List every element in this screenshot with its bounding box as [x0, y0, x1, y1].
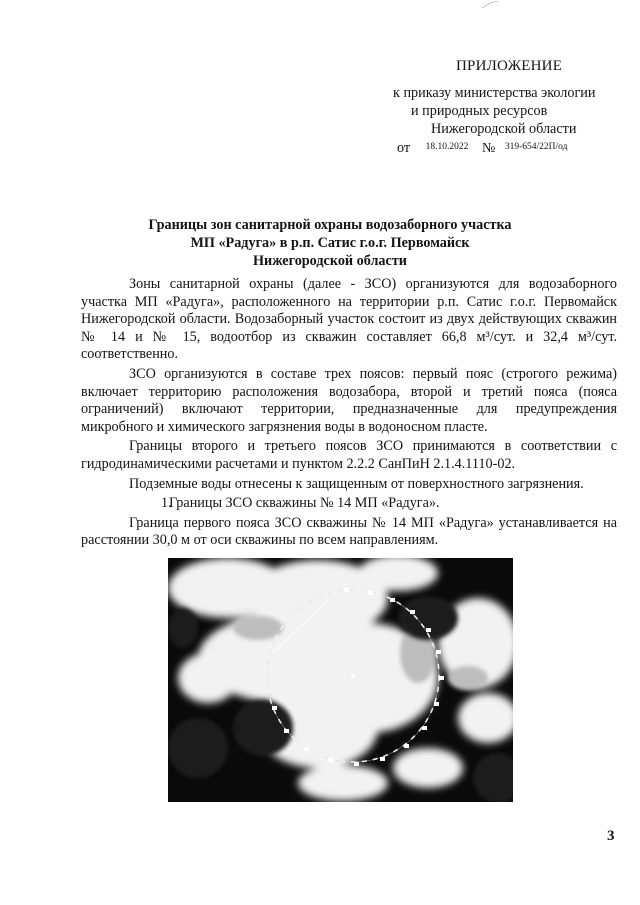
- document-title: [80, 216, 580, 270]
- list-item-well-14: [81, 495, 617, 513]
- appendix-order-line: к приказу министерства экологии: [393, 85, 596, 101]
- title-line-1: Границы зон санитарной охраны водозаборного участка: [148, 217, 512, 233]
- paragraph-groundwater: Подземные воды отнесены к защищенным от поверхностного загрязнения.: [129, 475, 584, 492]
- order-date: 18.10.2022: [425, 142, 469, 152]
- appendix-ministry-line: и природных ресурсов: [411, 103, 548, 119]
- paragraph-zones: ЗСО организуются в составе трех поясов: первый пояс (строгого режима) включает территорию расположения водозабора, второй и третий пояса (пояса ограничений) включают территории, предназначенные для предупреждения микробного и химического загрязнения воды в водоносном пласте.: [81, 365, 617, 435]
- paragraph-boundaries: Границы второго и третьего поясов ЗСО принимаются в соответствии с гидродинамическими расчетами и пунктом 2.2.2 СанПиН 2.1.4.1110-02.: [81, 438, 617, 472]
- list-item-text: Границы ЗСО скважины № 14 МП «Радуга».: [169, 495, 440, 512]
- page-number: 3: [607, 828, 615, 844]
- appendix-title: ПРИЛОЖЕНИЕ: [456, 58, 563, 74]
- title-line-3: Нижегородской области: [253, 253, 407, 269]
- order-number-sign: №: [481, 141, 496, 156]
- document-body: [81, 276, 617, 550]
- paragraph-first-belt: Граница первого пояса ЗСО скважины № 14 МП «Радуга» устанавливается на расстоянии 30,0 м от оси скважины по всем направлениям.: [81, 514, 617, 549]
- map-graphic: [168, 558, 513, 802]
- list-item-number: 1.: [161, 495, 172, 512]
- order-number: 319-654/22П/од: [504, 142, 568, 152]
- appendix-region-line: Нижегородской области: [431, 121, 577, 137]
- title-line-2: МП «Радуга» в р.п. Сатис г.о.г. Первомайск: [190, 235, 470, 251]
- order-prefix: от: [397, 140, 411, 156]
- scan-artifact-mark: [480, 0, 500, 10]
- satellite-map-image: [168, 558, 513, 802]
- paragraph-intro: Зоны санитарной охраны (далее - ЗСО) организуются для водозаборного участка МП «Радуга», расположенного на территории р.п. Сатис г.о.г. Первомайск Нижегородской области. Водозаборный участок состоит из двух действующих скважин № 14 и № 15, водоотбор из скважин составляет 66,8 м³/сут. и 32,4 м³/сут. соответственно.: [81, 276, 617, 363]
- order-reference: [397, 140, 567, 157]
